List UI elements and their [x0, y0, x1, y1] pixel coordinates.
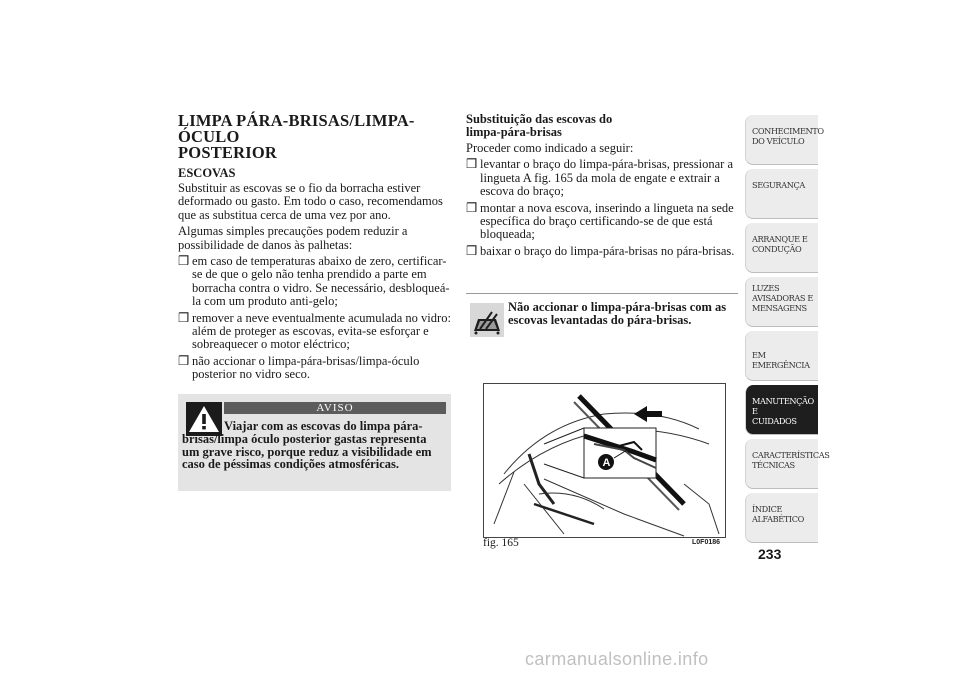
note-text: Não accionar o limpa-pára-brisas com as escovas levantadas do pára-brisas. [508, 300, 727, 327]
tab-manutencao[interactable]: MANUTENÇÃO E CUIDADOS [745, 385, 818, 435]
divider [466, 293, 738, 294]
list-item: ❒ em caso de temperaturas abaixo de zero, certificar-se de que o gelo não tenha prendido a parte em borracha contra o vidro. Se necessário, desbloqueá-la com um produto anti-gelo; [178, 254, 450, 309]
subsection-title: Substituição das escovas do limpa-pára-brisas [466, 112, 613, 139]
tab-luzes[interactable]: LUZES AVISADORAS E MENSAGENS [745, 277, 818, 327]
tab-arranque[interactable]: ARRANQUE E CONDUÇÃO [745, 223, 818, 273]
tab-caracteristicas[interactable]: CARACTERÍSTICAS TÉCNICAS [745, 439, 818, 489]
paragraph: Algumas simples precauções podem reduzir a possibilidade de danos às palhetas: [178, 224, 408, 252]
figure-wiper-blade [483, 383, 726, 538]
section-title: LIMPA PÁRA-BRISAS/LIMPA-ÓCULO POSTERIOR [178, 111, 415, 162]
bullet-icon: ❒ [178, 353, 190, 368]
list-item: ❒ montar a nova escova, inserindo a lingueta na sede específica do braço certificando-se de que está bloqueada; [466, 200, 734, 242]
list-item: ❒ remover a neve eventualmente acumulada no vidro: além de proteger as escovas, evita-se esforçar e sobreaquecer o motor eléctrico; [178, 310, 451, 352]
bullet-icon: ❒ [178, 310, 190, 325]
tab-seguranca[interactable]: SEGURANÇA [745, 169, 818, 219]
bullet-icon: ❒ [466, 200, 478, 215]
wiper-raised-icon [470, 303, 504, 337]
bullet-list [466, 158, 738, 258]
list-item: ❒ baixar o braço do limpa-pára-brisas no pára-brisas. [466, 243, 735, 258]
tab-emergencia[interactable]: EM EMERGÊNCIA [745, 331, 818, 381]
warning-text: Viajar com as escovas do limpa pára-brisas/limpa óculo posterior gastas representa um grave risco, porque reduz a visibilidade em caso de péssimas condições atmosféricas. [182, 419, 432, 472]
figure-code: L0F0186 [692, 539, 721, 546]
watermark: carmanualsonline.info [525, 649, 709, 669]
right-column [466, 113, 738, 261]
figure-callout: A [602, 457, 611, 469]
page-number: 233 [758, 546, 782, 562]
bullet-list [178, 255, 452, 382]
bullet-icon: ❒ [466, 157, 478, 172]
warning-label: AVISO [224, 402, 446, 414]
bullet-icon: ❒ [466, 243, 478, 258]
figure-caption: fig. 165 [483, 537, 519, 549]
warning-box [178, 394, 451, 491]
subsection-title: ESCOVAS [178, 166, 236, 180]
list-item: ❒ levantar o braço do limpa-pára-brisas, pressionar a lingueta A fig. 165 da mola de engate e extrair a escova do braço; [466, 157, 734, 199]
paragraph: Substituir as escovas se o fio da borracha estiver deformado ou gasto. Em todo o caso, recomendamos que as substitua cerca de uma vez por ano. [178, 181, 443, 222]
list-item: ❒ não accionar o limpa-pára-brisas/limpa-óculo posterior no vidro seco. [178, 353, 420, 382]
bullet-icon: ❒ [178, 254, 190, 269]
paragraph: Proceder como indicado a seguir: [466, 141, 634, 155]
tab-conhecimento[interactable]: CONHECIMENTO DO VEÍCULO [745, 115, 818, 165]
tab-indice[interactable]: ÍNDICE ALFABÉTICO [745, 493, 818, 543]
left-column [178, 113, 452, 385]
